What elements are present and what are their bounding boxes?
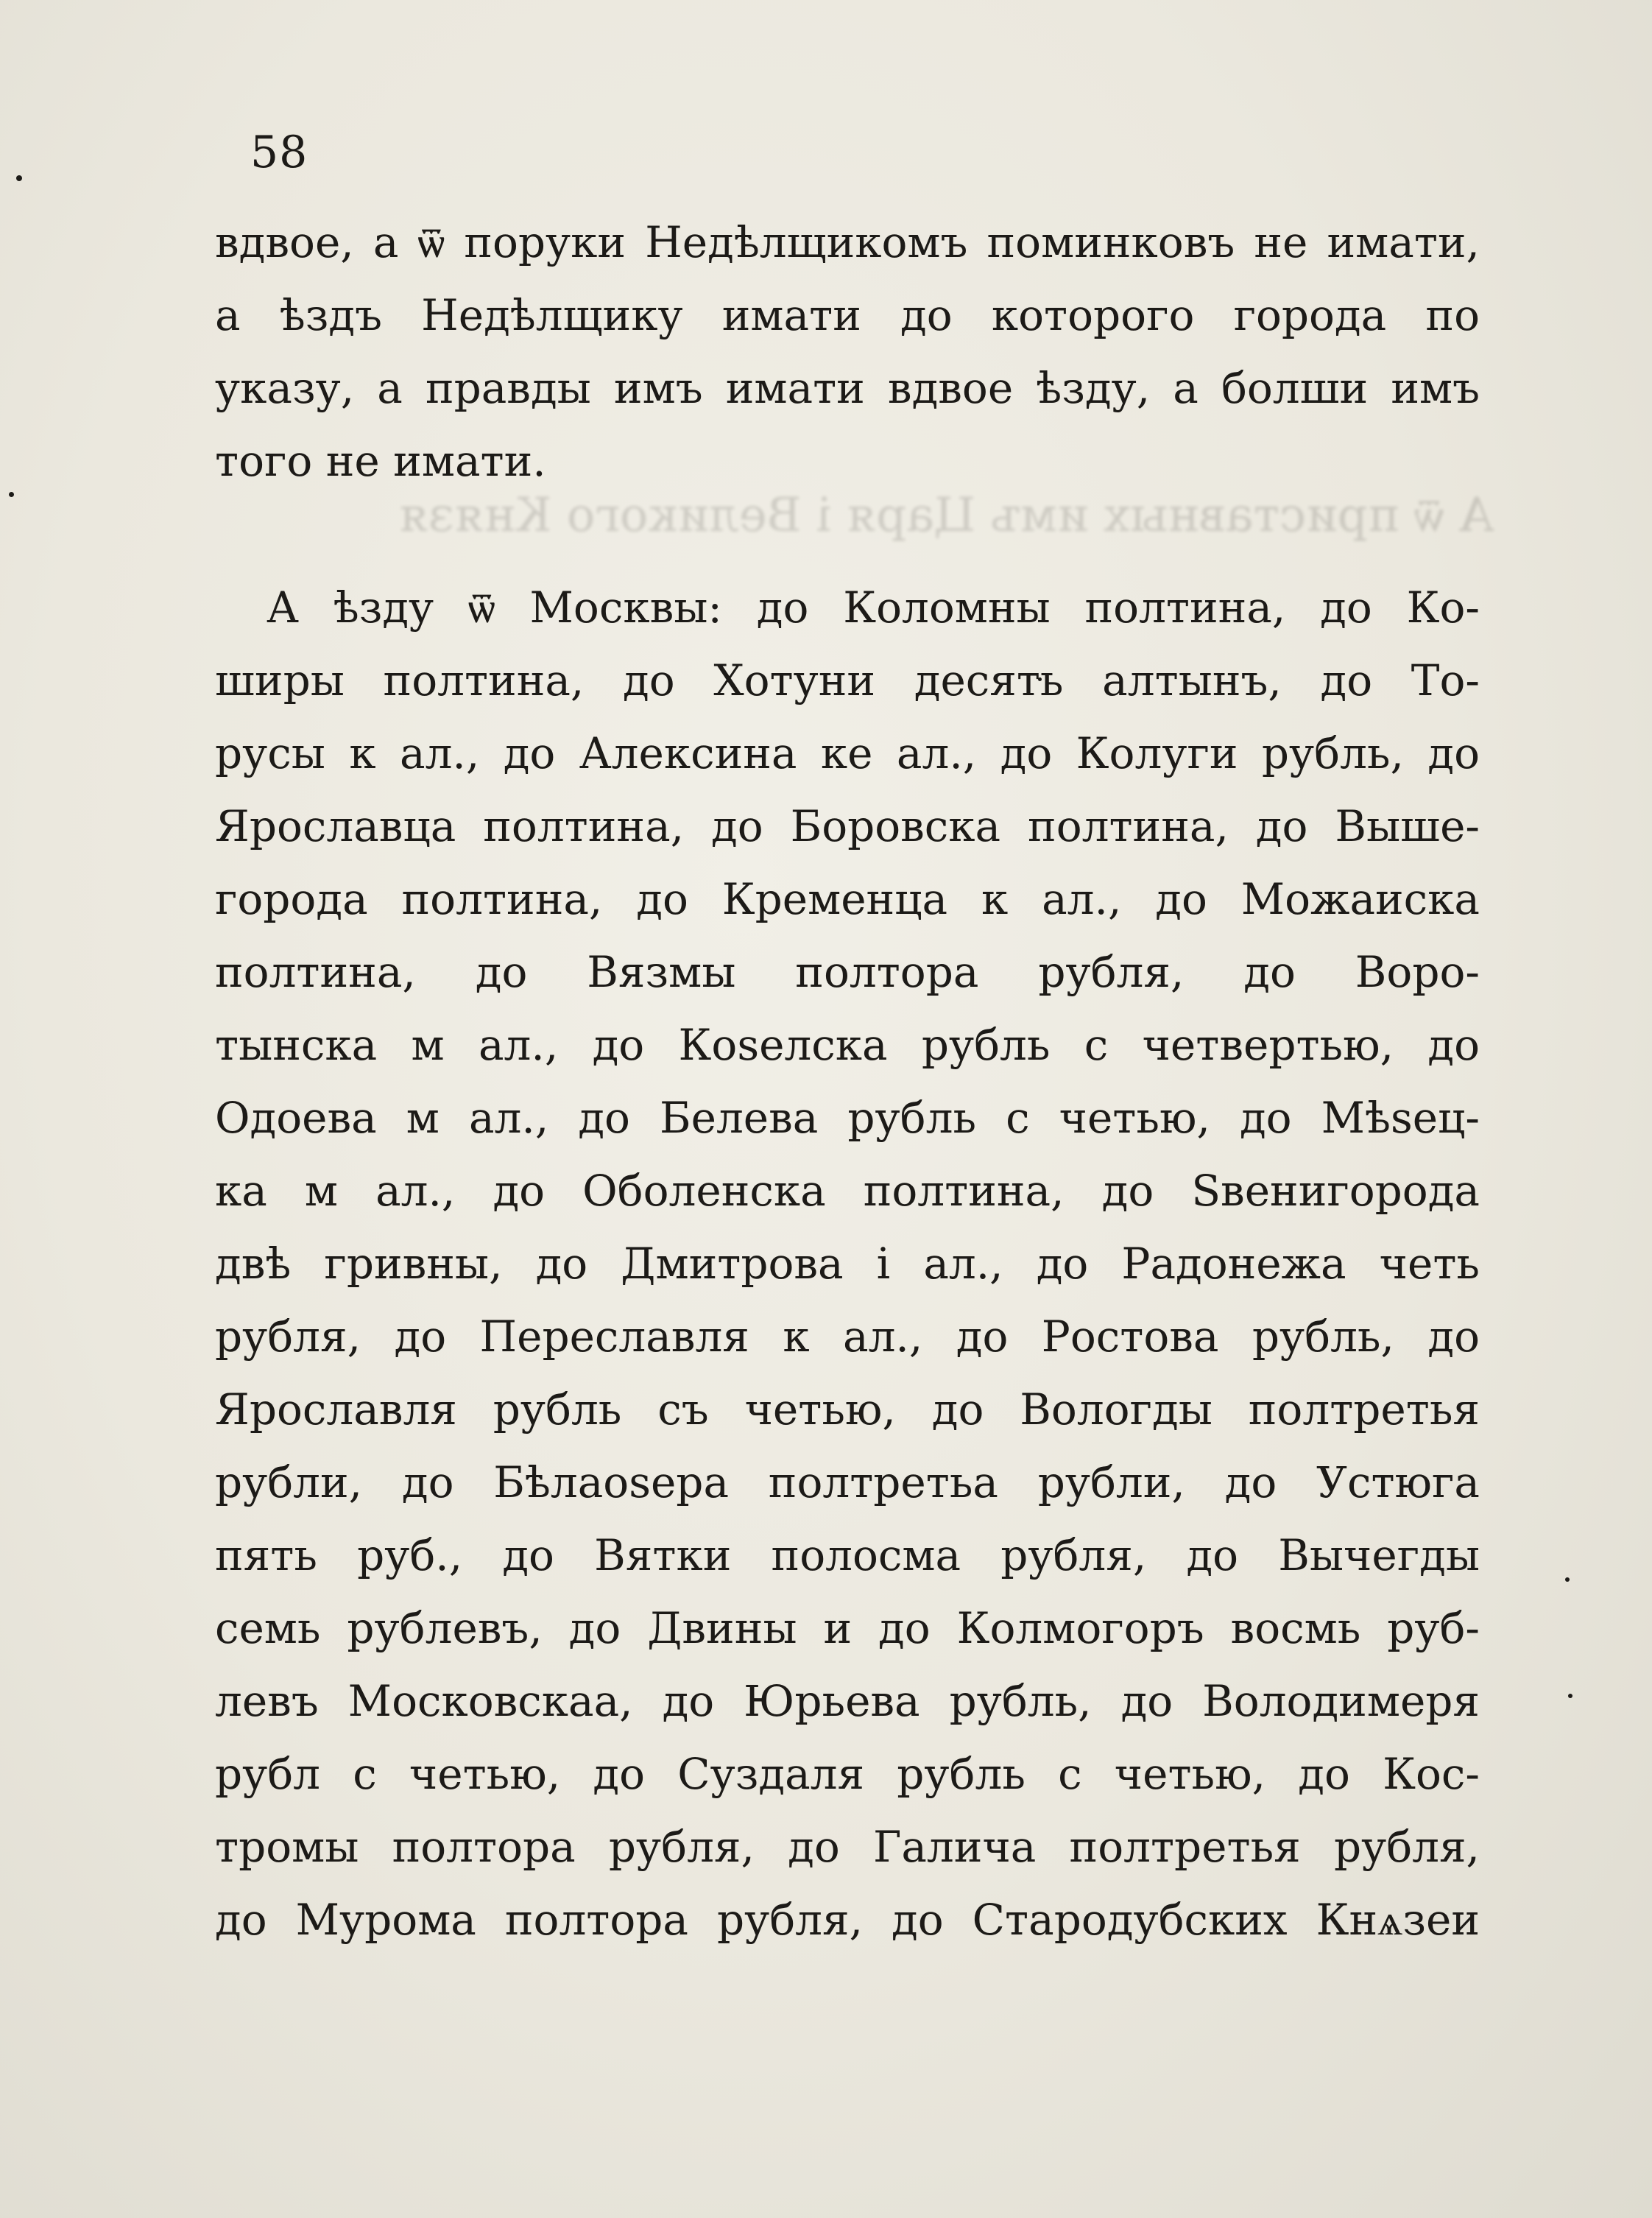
text-line: русы к ал., до Алексина ке ал., до Колуги рубль, до bbox=[215, 728, 1480, 778]
text-line: семь рублевъ, до Двины и до Колмогоръ восмь руб- bbox=[215, 1603, 1480, 1653]
page-number: 58 bbox=[250, 127, 308, 178]
text-line: указу, а правды имъ имати вдвое ѣзду, а болши имъ bbox=[215, 363, 1480, 413]
bleed-through-text: А ѿ приставных имъ Царя і Великого Князя bbox=[398, 488, 1494, 543]
ink-speck bbox=[16, 175, 22, 181]
text-line: города полтина, до Кременца к ал., до Можаиска bbox=[215, 874, 1480, 924]
text-line: ка м ал., до Оболенска полтина, до Ѕвенигорода bbox=[215, 1166, 1480, 1216]
text-line: Одоева м ал., до Белева рубль с четью, до Мѣѕец- bbox=[215, 1093, 1480, 1143]
text-line: ширы полтина, до Хотуни десять алтынъ, до То- bbox=[215, 655, 1480, 705]
ink-speck bbox=[1565, 1577, 1570, 1582]
text-line: вдвое, а ѿ поруки Недѣлщикомъ поминковъ не имати, bbox=[215, 217, 1480, 267]
text-line: Ярославля рубль съ четью, до Вологды полтретья bbox=[215, 1384, 1480, 1434]
text-line: до Мурома полтора рубля, до Стародубских Кнѧзеи bbox=[215, 1895, 1480, 1945]
ink-speck bbox=[1568, 1694, 1572, 1698]
text-line: рубл с четью, до Суздаля рубль с четью, до Кос- bbox=[215, 1749, 1480, 1799]
text-line: двѣ гривны, до Дмитрова і ал., до Радонежа четь bbox=[215, 1239, 1480, 1289]
text-line: пять руб., до Вятки полосма рубля, до Вычегды bbox=[215, 1530, 1480, 1580]
text-line: тромы полтора рубля, до Галича полтретья рубля, bbox=[215, 1822, 1480, 1872]
text-line: рубля, до Переславля к ал., до Ростова рубль, до bbox=[215, 1312, 1480, 1362]
text-line: рубли, до Бѣлаоѕера полтретьа рубли, до Устюга bbox=[215, 1457, 1480, 1507]
text-line: полтина, до Вязмы полтора рубля, до Воро- bbox=[215, 947, 1480, 997]
text-line: А ѣзду ѿ Москвы: до Коломны полтина, до Ко- bbox=[266, 582, 1480, 633]
text-line: Ярославца полтина, до Боровска полтина, до Выше- bbox=[215, 801, 1480, 851]
ink-speck bbox=[9, 492, 14, 497]
paragraph-gap bbox=[215, 498, 1480, 571]
text-line: того не имати. bbox=[215, 436, 546, 486]
body-text bbox=[215, 206, 1480, 1957]
text-line: тынска м ал., до Коѕелска рубль с четвертью, до bbox=[215, 1020, 1480, 1070]
text-line: а ѣздъ Недѣлщику имати до которого города по bbox=[215, 290, 1480, 340]
text-line: левъ Московскаа, до Юрьева рубль, до Володимеря bbox=[215, 1676, 1480, 1726]
